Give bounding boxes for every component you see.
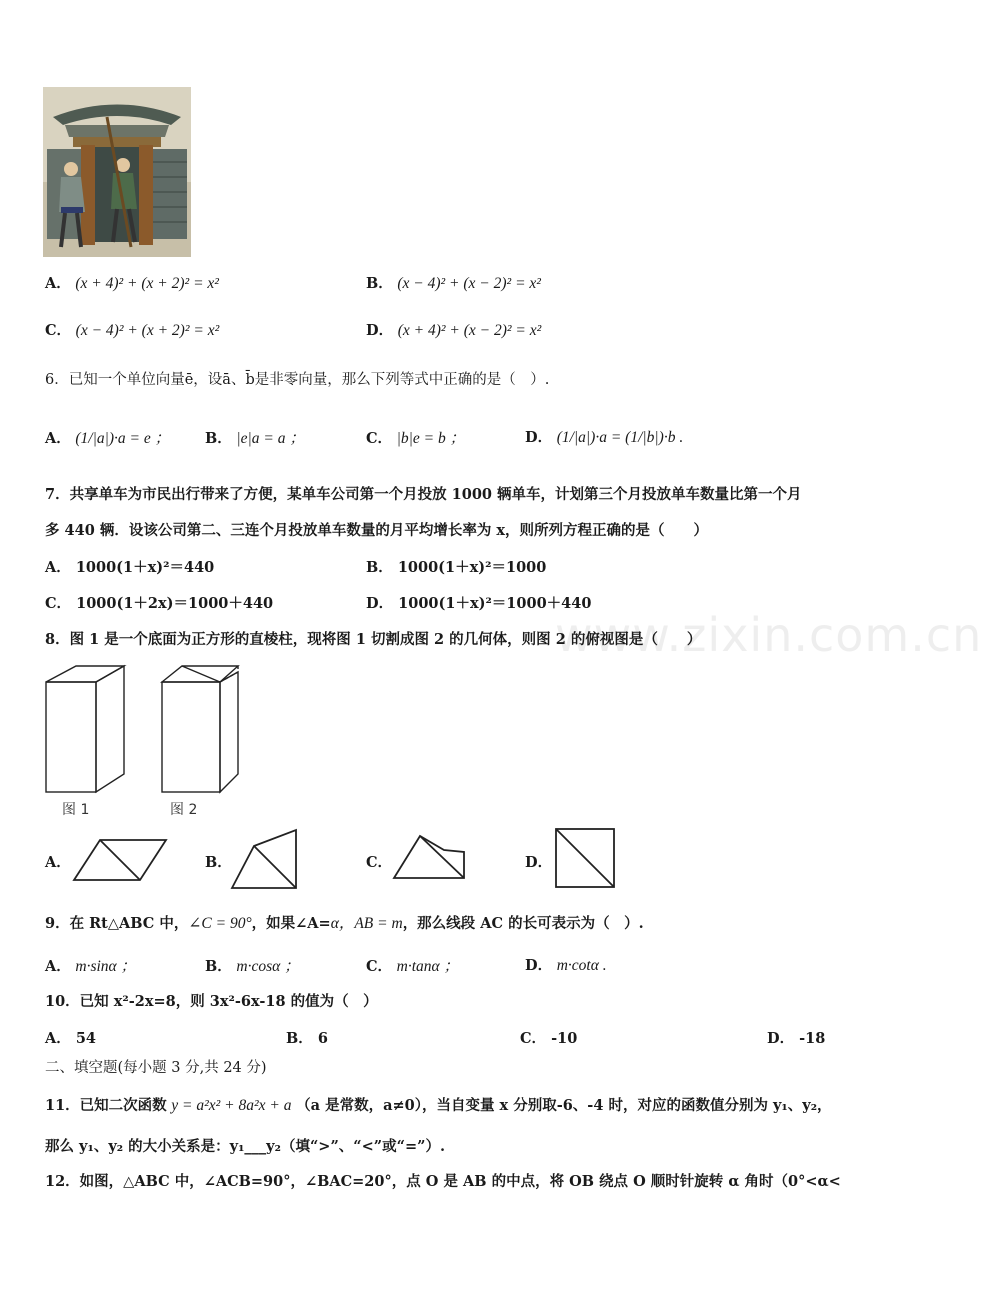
q5-option-c-expr: (x − 4)² + (x + 2)² = x² — [75, 322, 220, 339]
q9-option-a-expr: m·sinα ； — [75, 958, 137, 975]
q6-option-b-label: B． — [205, 430, 232, 447]
q6-option-b[interactable] — [205, 426, 305, 448]
q9-stem-mid: ，如果∠A= — [251, 915, 331, 932]
q11-line1-prefix: 11．已知二次函数 — [45, 1097, 167, 1114]
q9-option-a[interactable] — [45, 954, 136, 976]
q11-function: y = a²x² + 8a²x + a — [171, 1097, 292, 1114]
q9-option-b[interactable] — [205, 954, 300, 976]
q10-option-d-label: D． — [767, 1030, 795, 1047]
q10-stem: 10．已知 x²-2x=8，则 3x²-6x-18 的值为（ ） — [45, 993, 378, 1010]
q7-option-c[interactable] — [45, 592, 273, 613]
q10-option-c[interactable] — [520, 1027, 577, 1048]
q6-option-a[interactable] — [45, 426, 170, 448]
q10-option-d-value: -18 — [799, 1030, 826, 1047]
q9-option-b-label: B． — [205, 958, 232, 975]
q5-option-d-expr: (x + 4)² + (x − 2)² = x² — [397, 322, 542, 339]
q6-option-c-expr: |b|e = b ； — [396, 430, 466, 447]
q5-option-b[interactable] — [366, 272, 541, 293]
q9-option-c-expr: m·tanα ； — [396, 958, 460, 975]
q7-option-d[interactable] — [366, 592, 591, 613]
q8-option-b-label[interactable]: B． — [205, 854, 232, 871]
q10-option-a-label: A． — [45, 1030, 71, 1047]
q10-option-a[interactable] — [45, 1027, 96, 1048]
q6-stem: 6．已知一个单位向量ē，设ā、b̄是非零向量，那么下列等式中正确的是（ ）. — [45, 372, 550, 388]
q10-option-c-value: -10 — [551, 1030, 578, 1047]
q10-option-c-label: C． — [520, 1030, 547, 1047]
q7-option-b-label: B． — [366, 559, 393, 576]
q8-figures — [42, 660, 252, 820]
q9-option-b-expr: m·cosα ； — [236, 958, 300, 975]
q8-option-c-shape[interactable] — [392, 834, 468, 880]
q9-stem-angle: ∠C = 90° — [188, 915, 252, 932]
q5-option-b-label: B． — [366, 275, 393, 292]
q7-option-b[interactable] — [366, 556, 546, 577]
illustration-gate-figures — [43, 87, 191, 257]
q9-option-a-label: A． — [45, 958, 71, 975]
q5-option-d-label: D． — [366, 322, 394, 339]
section-2-heading: 二、填空题(每小题 3 分,共 24 分) — [45, 1060, 267, 1076]
q6-option-d-expr: (1/|a|)·a = (1/|b|)·b . — [556, 429, 684, 446]
q11-line1-suffix: （a 是常数，a≠0），当自变量 x 分别取-6、-4 时，对应的函数值分别为 y₁、y₂， — [296, 1097, 832, 1114]
q8-option-d-label[interactable]: D． — [525, 854, 553, 871]
q7-stem-line2: 多 440 辆．设该公司第二、三连个月投放单车数量的月平均增长率为 x，则所列方程正确的是（ ） — [45, 522, 709, 539]
q9-option-d[interactable] — [525, 954, 607, 975]
q6-option-d[interactable] — [525, 426, 683, 447]
q7-option-c-label: C． — [45, 595, 72, 612]
q9-option-c[interactable] — [366, 954, 459, 976]
q7-stem-line1: 7．共享单车为市民出行带来了方便，某单车公司第一个月投放 1000 辆单车，计划第三个月投放单车数量比第一个月 — [45, 486, 802, 503]
q7-option-a-expr: 1000(1＋x)²＝440 — [75, 559, 215, 576]
q8-option-a-label[interactable]: A． — [45, 854, 71, 871]
q6-option-a-expr: (1/|a|)·a = e ； — [75, 430, 171, 447]
q8-option-b-shape[interactable] — [230, 828, 300, 890]
q6-option-b-expr: |e|a = a ； — [236, 430, 305, 447]
q7-option-b-expr: 1000(1＋x)²＝1000 — [397, 559, 547, 576]
q7-option-d-label: D． — [366, 595, 394, 612]
q8-fig1-caption: 图 1 — [62, 802, 90, 818]
q9-option-c-label: C． — [366, 958, 393, 975]
q7-option-a[interactable] — [45, 556, 214, 577]
q6-option-c-label: C． — [366, 430, 393, 447]
q10-option-b[interactable] — [286, 1027, 328, 1048]
q6-option-d-label: D． — [525, 429, 553, 446]
q10-option-b-label: B． — [286, 1030, 313, 1047]
q10-option-b-value: 6 — [317, 1030, 328, 1047]
q10-option-a-value: 54 — [75, 1030, 97, 1047]
q5-option-b-expr: (x − 4)² + (x − 2)² = x² — [397, 275, 541, 292]
watermark: www.zixin.com.cn — [555, 608, 982, 662]
q11-line2: 那么 y₁、y₂ 的大小关系是：y₁___y₂（填“>”、“<”或“=”）. — [45, 1138, 445, 1155]
q6-option-a-label: A． — [45, 430, 71, 447]
q5-option-c[interactable] — [45, 319, 219, 340]
q8-option-d-shape[interactable] — [554, 827, 616, 889]
q9-stem-ab: ，AB = m — [338, 915, 403, 932]
q8-fig2-caption: 图 2 — [170, 802, 198, 818]
q11-line1 — [45, 1094, 832, 1115]
q9-stem-alpha: α — [330, 915, 339, 932]
q9-option-d-expr: m·cotα . — [556, 957, 607, 974]
q8-option-a-shape[interactable] — [72, 838, 168, 882]
q7-option-c-expr: 1000(1＋2x)＝1000＋440 — [76, 595, 274, 612]
q9-stem — [45, 911, 644, 933]
q8-option-c-label[interactable]: C． — [366, 854, 393, 871]
q5-option-c-label: C． — [45, 322, 72, 339]
q6-option-c[interactable] — [366, 426, 465, 448]
q8-stem: 8．图 1 是一个底面为正方形的直棱柱，现将图 1 切割成图 2 的几何体，则图 2 的俯视图是（ ） — [45, 631, 702, 648]
q5-option-d[interactable] — [366, 319, 541, 340]
q5-option-a-label: A． — [45, 275, 71, 292]
q5-option-a-expr: (x + 4)² + (x + 2)² = x² — [75, 275, 219, 292]
q9-stem-prefix: 9．在 Rt△ABC 中， — [45, 915, 189, 932]
q10-option-d[interactable] — [767, 1027, 825, 1048]
q12-line1: 12．如图，△ABC 中，∠ACB=90°，∠BAC=20°，点 O 是 AB 的中点，将 OB 绕点 O 顺时针旋转 α 角时（0°<α< — [45, 1173, 841, 1190]
q9-stem-suffix: ，那么线段 AC 的长可表示为（ ）. — [402, 915, 644, 932]
q9-option-d-label: D． — [525, 957, 553, 974]
q7-option-d-expr: 1000(1＋x)²＝1000＋440 — [398, 595, 592, 612]
q5-option-a[interactable] — [45, 272, 219, 293]
q7-option-a-label: A． — [45, 559, 71, 576]
